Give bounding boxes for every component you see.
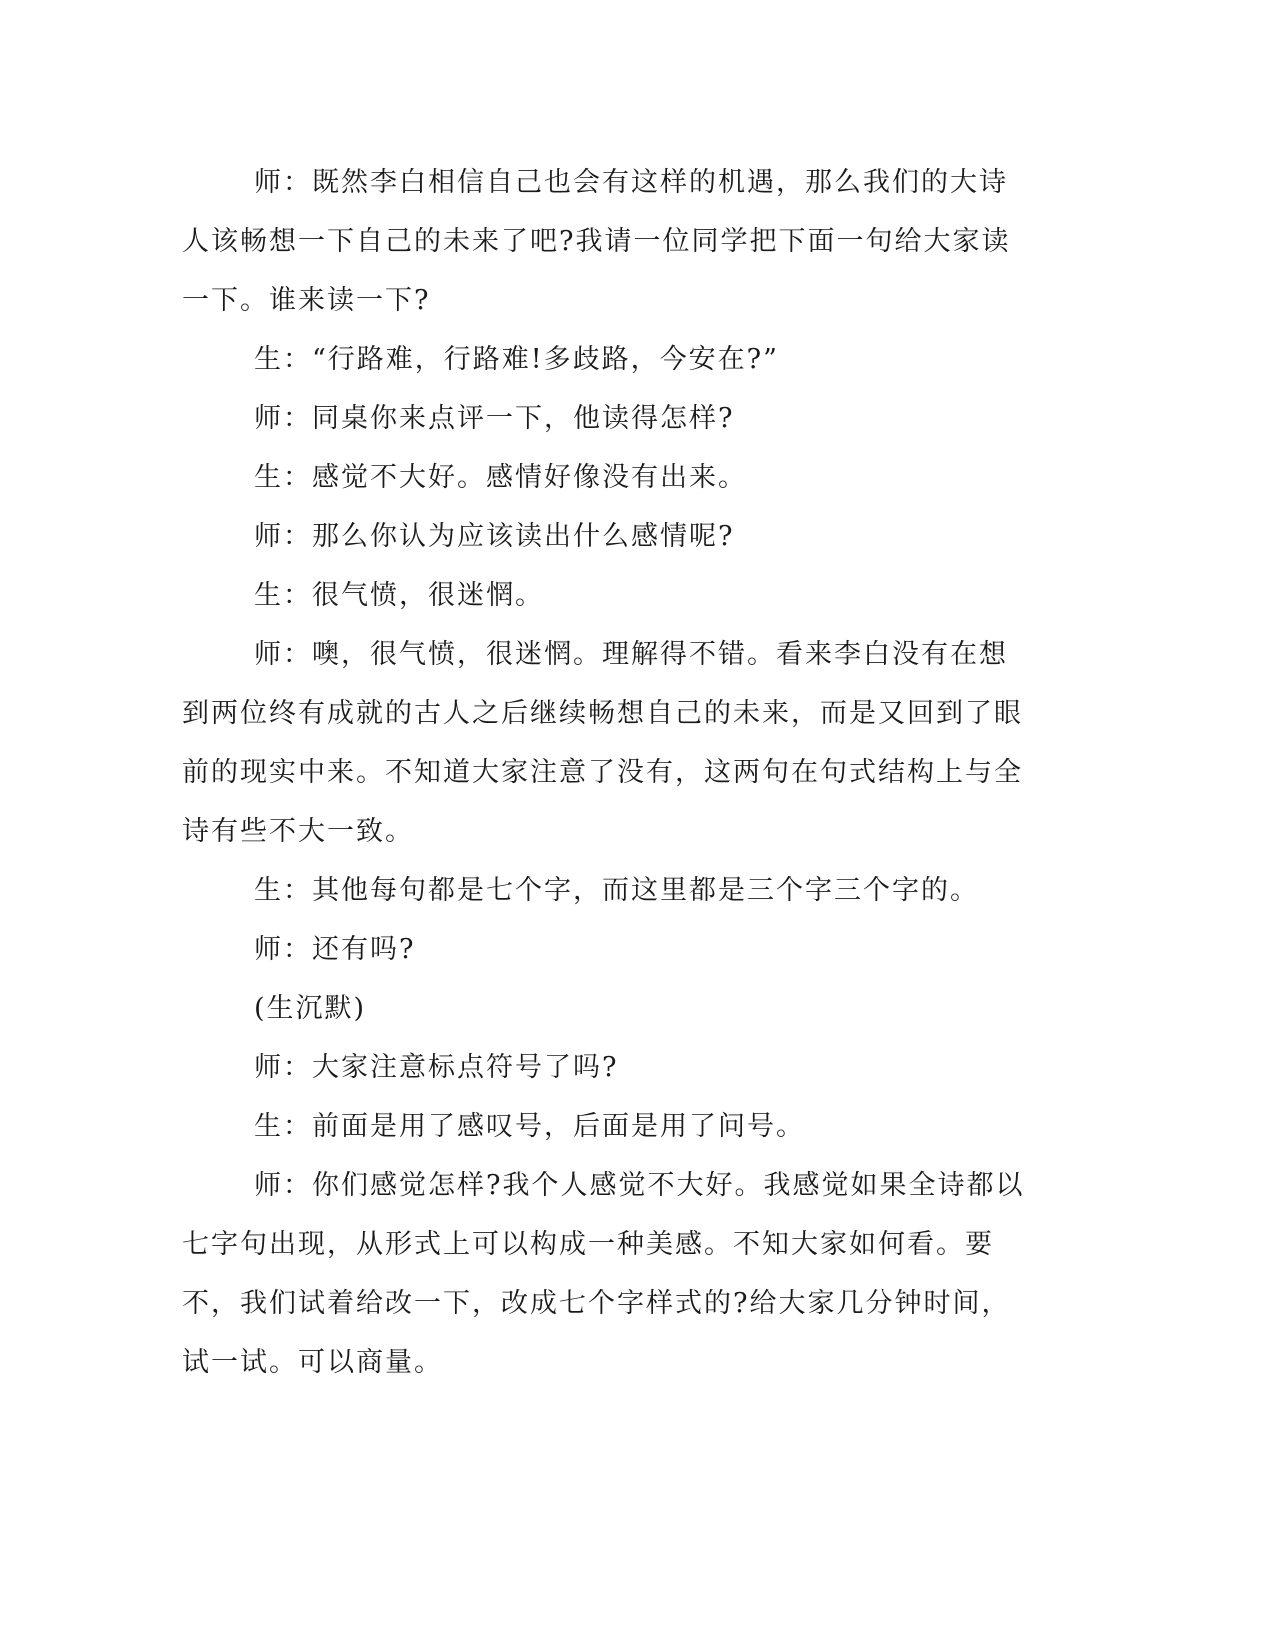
paragraph-stage-direction: (生沉默) <box>254 993 367 1024</box>
paragraph-student-2: 生：感觉不大好。感情好像没有出来。 <box>254 462 747 493</box>
paragraph-student-3: 生：很气愤，很迷惘。 <box>254 580 544 611</box>
paragraph-student-4: 生：其他每句都是七个字，而这里都是三个字三个字的。 <box>254 875 979 906</box>
document-body <box>182 153 1032 1392</box>
paragraph-teacher-1: 师：既然李白相信自己也会有这样的机遇，那么我们的大诗人该畅想一下自己的未来了吧?我请一位同学把下面一句给大家读一下。谁来读一下? <box>182 167 1011 316</box>
paragraph-teacher-3: 师：那么你认为应该读出什么感情呢? <box>254 521 735 552</box>
paragraph-teacher-2: 师：同桌你来点评一下，他读得怎样? <box>254 403 735 434</box>
paragraph-teacher-7: 师：你们感觉怎样?我个人感觉不大好。我感觉如果全诗都以七字句出现，从形式上可以构成一种美感。不知大家如何看。要不，我们试着给改一下，改成七个字样式的?给大家几分钟时间，试一试。可以商量。 <box>182 1170 1025 1378</box>
paragraph-student-5: 生：前面是用了感叹号，后面是用了问号。 <box>254 1111 805 1142</box>
paragraph-teacher-4: 师：噢，很气愤，很迷惘。理解得不错。看来李白没有在想到两位终有成就的古人之后继续畅想自己的未来，而是又回到了眼前的现实中来。不知道大家注意了没有，这两句在句式结构上与全诗有些不大一致。 <box>182 639 1023 847</box>
paragraph-student-1: 生：“行路难，行路难!多歧路，今安在?” <box>254 344 779 375</box>
paragraph-teacher-6: 师：大家注意标点符号了吗? <box>254 1052 619 1083</box>
paragraph-teacher-5: 师：还有吗? <box>254 934 416 965</box>
